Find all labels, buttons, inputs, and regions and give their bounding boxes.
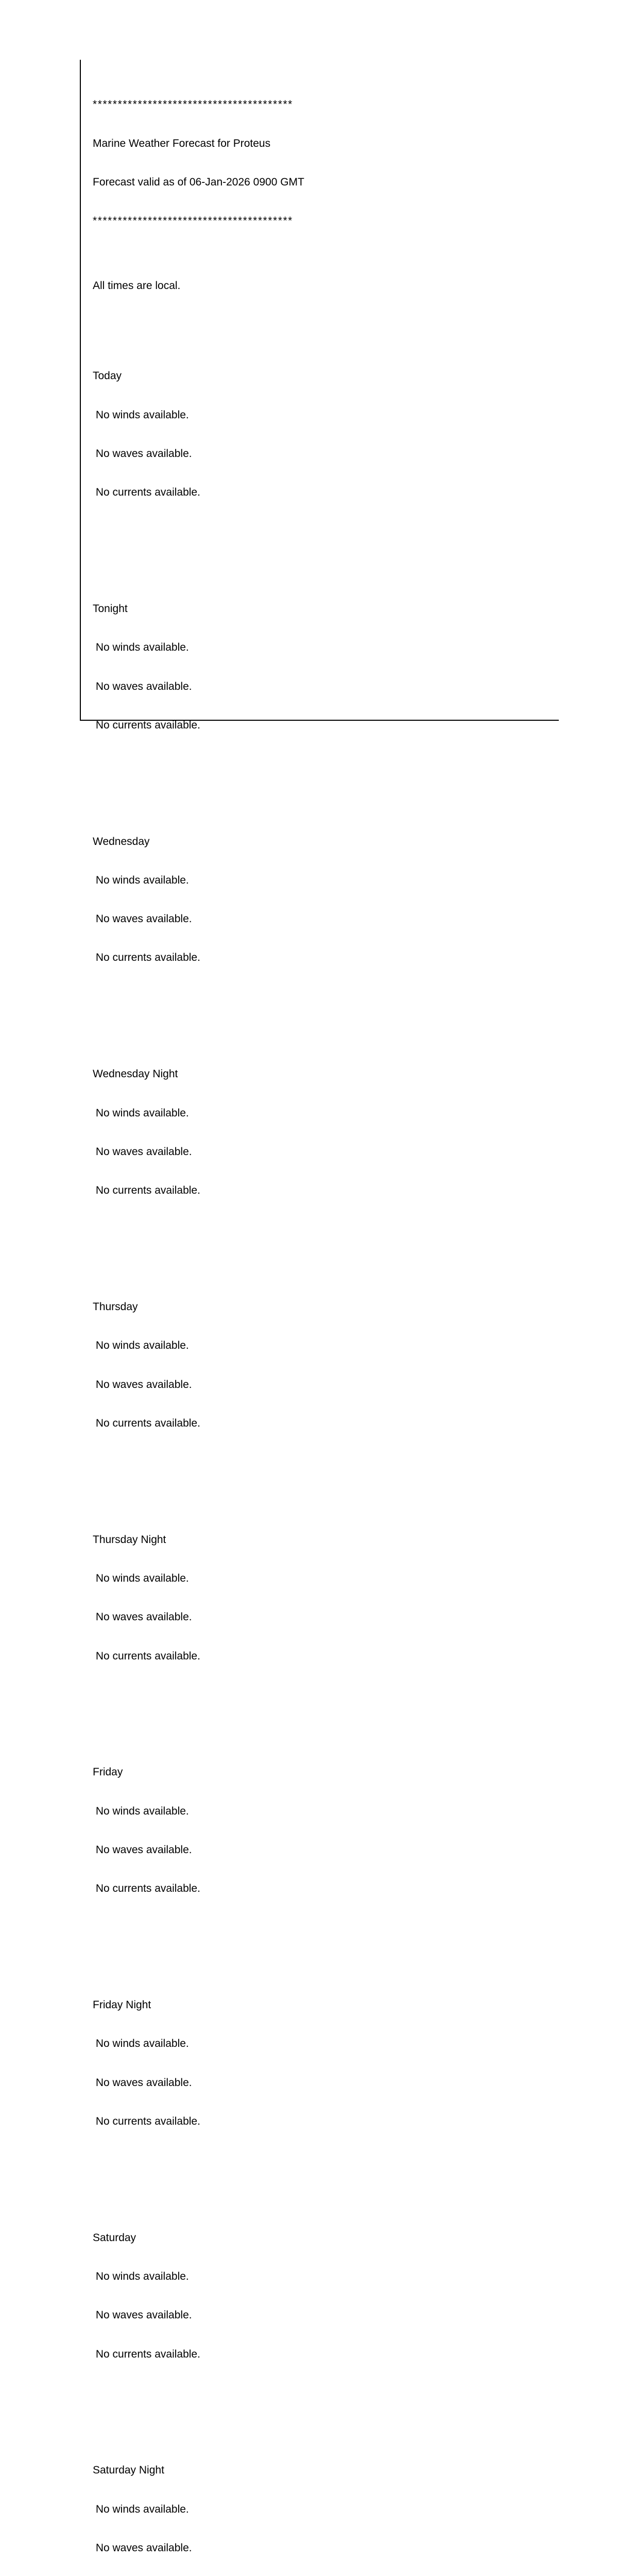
winds-line: No winds available. [93, 641, 189, 654]
winds-line: No winds available. [93, 1805, 189, 1817]
day-heading: Thursday Night [93, 1533, 166, 1546]
forecast-section-friday-night [93, 1973, 304, 2154]
forecast-text [93, 59, 304, 2576]
separator-line-top: **************************************** [93, 98, 293, 111]
winds-line: No winds available. [93, 874, 189, 886]
currents-line: No currents available. [93, 2115, 200, 2127]
day-heading: Friday [93, 1766, 123, 1778]
forecast-section-today [93, 344, 304, 524]
winds-line: No winds available. [93, 2503, 189, 2515]
winds-line: No winds available. [93, 2270, 189, 2283]
waves-line: No waves available. [93, 1611, 192, 1623]
day-heading: Tonight [93, 602, 128, 615]
day-heading: Thursday [93, 1301, 138, 1313]
winds-line: No winds available. [93, 1340, 189, 1352]
currents-line: No currents available. [93, 952, 200, 964]
forecast-title: Marine Weather Forecast for Proteus [93, 137, 271, 149]
currents-line: No currents available. [93, 486, 200, 499]
waves-line: No waves available. [93, 2076, 192, 2089]
forecast-section-thursday [93, 1275, 304, 1455]
currents-line: No currents available. [93, 1184, 200, 1197]
forecast-section-thursday-night [93, 1507, 304, 1688]
day-heading: Friday Night [93, 1999, 151, 2011]
waves-line: No waves available. [93, 1843, 192, 1856]
day-heading: Wednesday [93, 835, 150, 848]
forecast-section-friday [93, 1740, 304, 1921]
currents-line: No currents available. [93, 719, 200, 731]
currents-line: No currents available. [93, 1883, 200, 1895]
forecast-section-wednesday-night [93, 1042, 304, 1223]
winds-line: No winds available. [93, 1107, 189, 1119]
day-heading: Saturday [93, 2231, 136, 2244]
day-heading: Saturday Night [93, 2464, 164, 2477]
waves-line: No waves available. [93, 1378, 192, 1391]
day-heading: Wednesday Night [93, 1068, 178, 1080]
waves-line: No waves available. [93, 2542, 192, 2554]
forecast-section-saturday [93, 2206, 304, 2386]
times-note: All times are local. [93, 279, 181, 292]
day-heading: Today [93, 370, 122, 382]
winds-line: No winds available. [93, 1572, 189, 1584]
waves-line: No waves available. [93, 680, 192, 692]
waves-line: No waves available. [93, 447, 192, 460]
winds-line: No winds available. [93, 2038, 189, 2050]
currents-line: No currents available. [93, 1650, 200, 1662]
separator-line-bottom: **************************************** [93, 215, 293, 227]
forecast-section-wednesday [93, 809, 304, 990]
currents-line: No currents available. [93, 2348, 200, 2360]
waves-line: No waves available. [93, 913, 192, 925]
winds-line: No winds available. [93, 409, 189, 421]
waves-line: No waves available. [93, 2309, 192, 2321]
currents-line: No currents available. [93, 1417, 200, 1429]
forecast-section-saturday-night [93, 2438, 304, 2576]
forecast-section-tonight [93, 577, 304, 757]
forecast-valid-line: Forecast valid as of 06-Jan-2026 0900 GMT [93, 176, 304, 188]
waves-line: No waves available. [93, 1145, 192, 1158]
